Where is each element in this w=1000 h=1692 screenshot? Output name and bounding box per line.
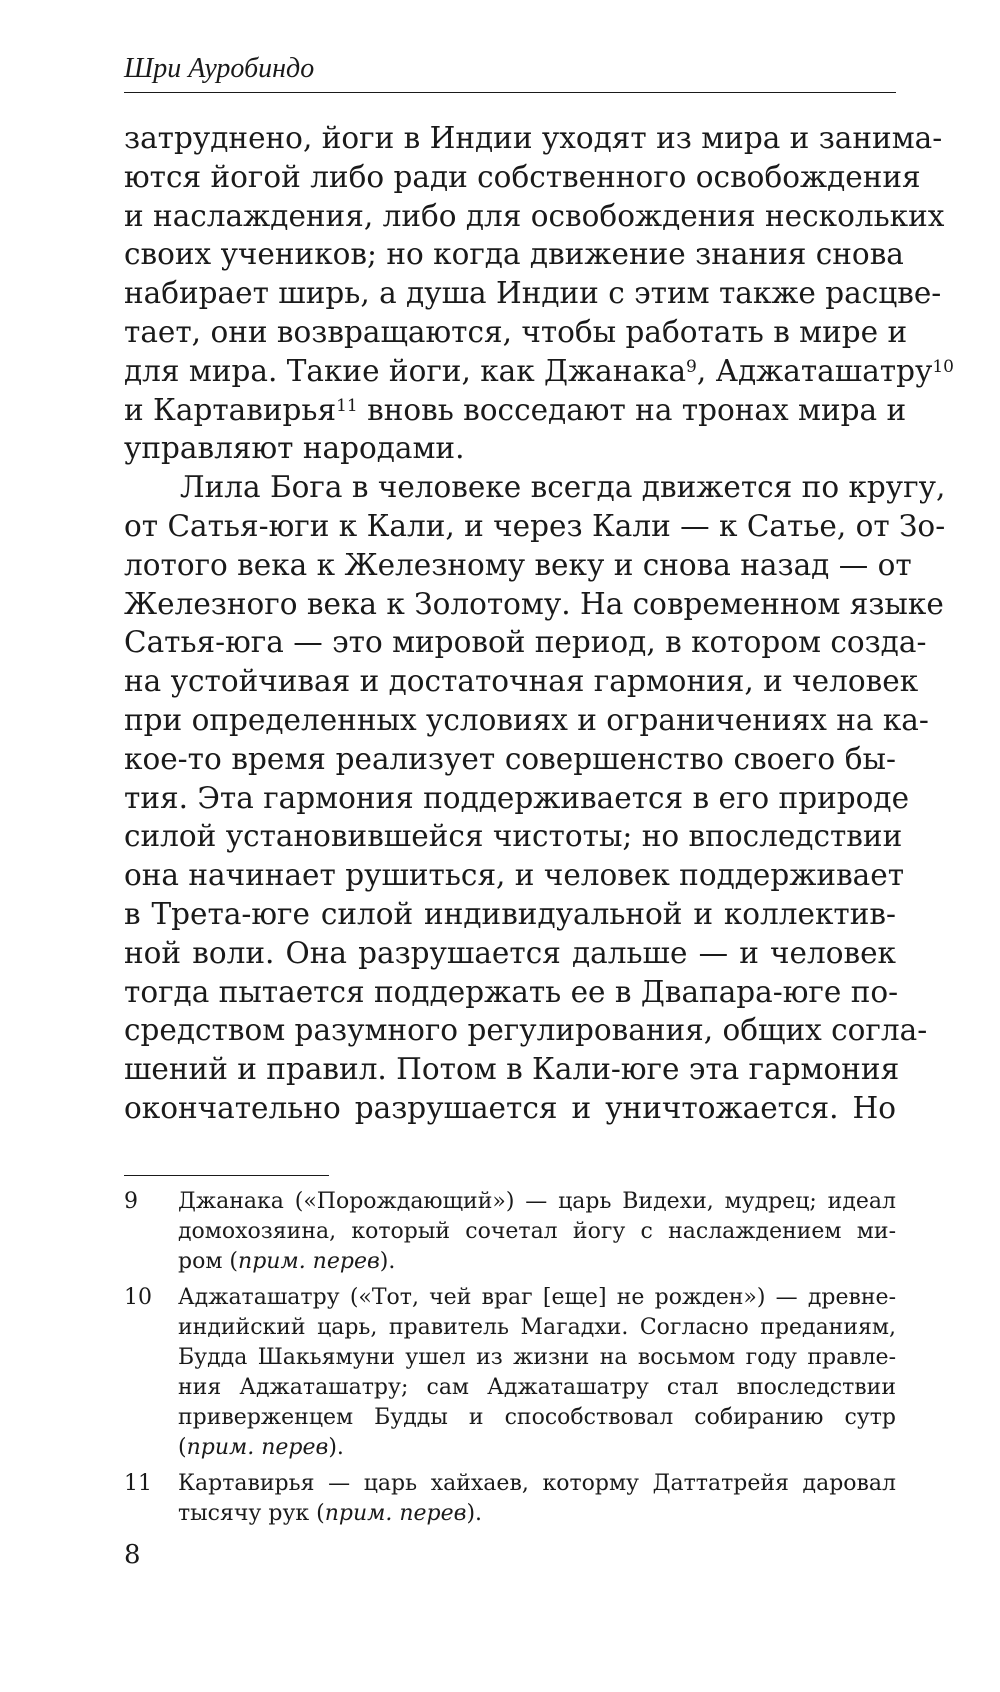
body-line-with-ref <box>124 391 907 430</box>
body-line: тает, они возвращаются, чтобы работать в мире и <box>124 314 908 349</box>
footnote-11 <box>124 1469 896 1529</box>
footnote-text: ( <box>178 1435 187 1460</box>
footnote-text: тысячу рук ( <box>178 1501 325 1526</box>
body-line: тогда пытается поддержать ее в Двапара-юге по- <box>124 974 899 1009</box>
body-line: кое-то время реализует совершенство своего бы- <box>124 741 896 776</box>
footnote-number: 11 <box>124 1471 152 1496</box>
body-line: затруднено, йоги в Индии уходят из мира и занима- <box>124 121 943 155</box>
footnote-number: 10 <box>124 1285 152 1310</box>
footnote-ref-11[interactable]: 11 <box>336 395 358 416</box>
footnote-10 <box>124 1283 896 1463</box>
footnote-9 <box>124 1187 896 1277</box>
body-line-text: , Аджаташатру <box>696 353 933 388</box>
body-text <box>124 119 954 1128</box>
body-line: набирает ширь, а душа Индии с этим также расцве- <box>124 276 942 311</box>
body-line-text: вновь восседают на тронах мира и <box>357 392 907 427</box>
body-line-text: и Картавирья <box>124 392 337 427</box>
paragraph-first-line: Лила Бога в человеке всегда движется по кругу, <box>180 470 946 505</box>
footnote-line <box>178 1499 896 1529</box>
body-line: она начинает рушиться, и человек поддерживает <box>124 858 905 893</box>
footnote-line: домохозяина, который сочетал йогу с наслаждением ми- <box>178 1219 896 1244</box>
body-line-with-refs <box>124 352 954 391</box>
body-line: тия. Эта гармония поддерживается в его природе <box>124 780 910 815</box>
translator-note: прим. перев <box>186 1435 329 1460</box>
footnote-line: приверженцем Будды и способствовал собиранию сутр <box>178 1405 896 1430</box>
footnote-line: Будда Шакьямуни ушел из жизни на восьмом году правле- <box>178 1345 896 1370</box>
body-line: ются йогой либо ради собственного освобождения <box>124 159 921 194</box>
body-line: при определенных условиях и ограничениях на ка- <box>124 702 929 737</box>
footnote-text: ром ( <box>178 1249 239 1274</box>
footnote-line: индийский царь, правитель Магадхи. Согласно преданиям, <box>178 1315 896 1340</box>
body-line: в Трета-юге силой индивидуальной и коллектив- <box>124 896 896 931</box>
body-line: лотого века к Железному веку и снова назад — от <box>124 547 912 582</box>
body-line: средством разумного регулирования, общих согла- <box>124 1013 928 1048</box>
footnote-line: Аджаташатру («Тот, чей враг [еще] не рожден») — древне- <box>178 1285 896 1310</box>
body-line: окончательно разрушается и уничтожается. Но <box>124 1090 896 1125</box>
footnote-text: ). <box>379 1249 396 1274</box>
body-line: Железного века к Золотому. На современном языке <box>124 586 944 621</box>
footnotes <box>124 1187 896 1535</box>
body-line: Сатья-юга — это мировой период, в котором созда- <box>124 625 927 660</box>
footnote-ref-9[interactable]: 9 <box>686 356 697 377</box>
footnote-text: ). <box>328 1435 344 1460</box>
body-line: шений и правил. Потом в Кали-юге эта гармония <box>124 1052 900 1087</box>
body-line: от Сатья-юги к Кали, и через Кали — к Сатье, от Зо- <box>124 508 946 543</box>
footnote-line: Джанака («Порождающий») — царь Видехи, мудрец; идеал <box>178 1189 896 1214</box>
footnote-line <box>178 1247 896 1277</box>
translator-note: прим. перев <box>238 1249 380 1274</box>
footnote-line: Картавирья — царь хайхаев, которму Даттатрейя даровал <box>178 1471 896 1496</box>
footnote-text: ). <box>466 1501 483 1526</box>
body-line: и наслаждения, либо для освобождения нескольких <box>124 198 945 233</box>
footnote-line: ния Аджаташатру; сам Аджаташатру стал впоследствии <box>178 1375 896 1400</box>
body-line: силой установившейся чистоты; но впоследствии <box>124 819 903 854</box>
page-number: 8 <box>124 1540 141 1570</box>
body-line: управляют народами. <box>124 431 465 466</box>
body-line: на устойчивая и достаточная гармония, и человек <box>124 664 919 699</box>
body-line-text: для мира. Такие йоги, как Джанака <box>124 353 687 388</box>
footnote-ref-10[interactable]: 10 <box>932 356 954 377</box>
footnote-separator <box>124 1175 329 1176</box>
translator-note: прим. перев <box>324 1501 467 1526</box>
footnote-line <box>178 1433 896 1463</box>
running-header: Шри Ауробиндо <box>124 53 315 84</box>
body-line: своих учеников; но когда движение знания снова <box>124 237 904 272</box>
header-rule <box>124 92 896 93</box>
body-line: ной воли. Она разрушается дальше — и человек <box>124 935 896 970</box>
footnote-number: 9 <box>124 1189 138 1214</box>
